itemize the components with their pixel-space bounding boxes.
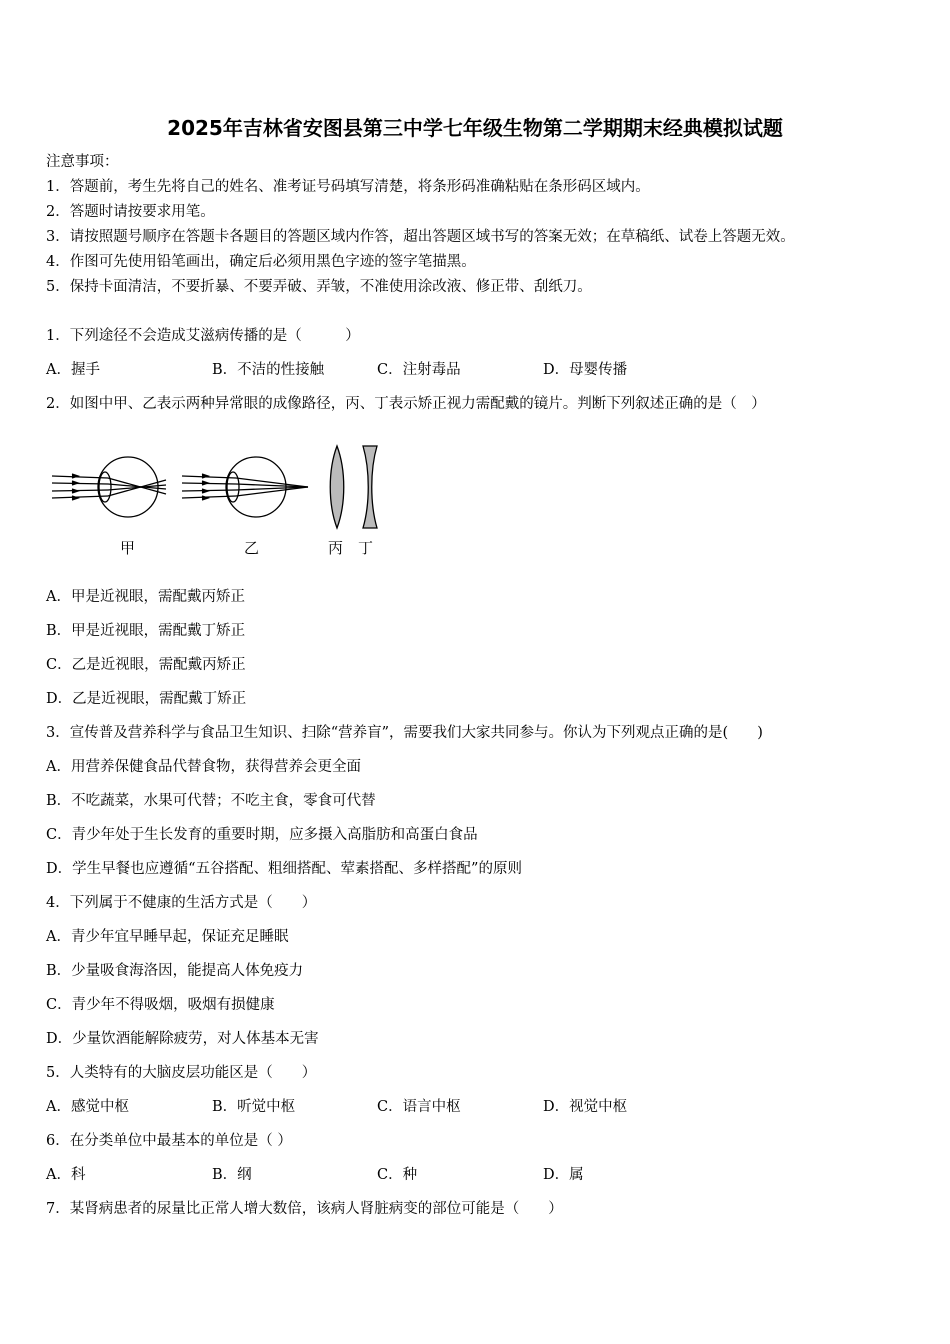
option: D．母婴传播: [543, 362, 628, 378]
option: C．语言中枢: [377, 1099, 461, 1115]
option: C．青少年不得吸烟，吸烟有损健康: [46, 997, 275, 1013]
notice-item: 2．答题时请按要求用笔。: [46, 204, 215, 220]
question-stem: 5．人类特有的大脑皮层功能区是（ ）: [46, 1065, 317, 1081]
figure-label: 丁: [358, 539, 374, 557]
option: C．种: [377, 1167, 418, 1183]
question-stem: 6．在分类单位中最基本的单位是（ ）: [46, 1133, 292, 1149]
notice-item: 1．答题前，考生先将自己的姓名、准考证号码填写清楚，将条形码准确粘贴在条形码区域内。: [46, 179, 650, 195]
option: D．属: [543, 1167, 584, 1183]
eye-yi-icon: [182, 457, 308, 517]
option: A．用营养保健食品代替食物，获得营养会更全面: [46, 759, 361, 775]
figure-label: 乙: [244, 539, 260, 557]
option: C．注射毒品: [377, 362, 461, 378]
notice-item: 4．作图可先使用铅笔画出，确定后必须用黑色字迹的签字笔描黑。: [46, 254, 476, 270]
eye-lens-figure: [46, 440, 391, 560]
option: B．甲是近视眼，需配戴丁矫正: [46, 623, 246, 639]
question-stem: 2．如图中甲、乙表示两种异常眼的成像路径，丙、丁表示矫正视力需配戴的镜片。判断下列叙述正确的是（ ）: [46, 396, 766, 412]
option: A．握手: [46, 362, 100, 378]
notice-heading: 注意事项：: [46, 154, 119, 170]
option: B．不吃蔬菜，水果可代替；不吃主食，零食可代替: [46, 793, 376, 809]
option: A．科: [46, 1167, 86, 1183]
convex-lens-icon: [330, 446, 344, 528]
option: D．视觉中枢: [543, 1099, 628, 1115]
option: C．乙是近视眼，需配戴丙矫正: [46, 657, 246, 673]
option: A．感觉中枢: [46, 1099, 129, 1115]
option: B．听觉中枢: [212, 1099, 296, 1115]
option: C．青少年处于生长发育的重要时期，应多摄入高脂肪和高蛋白食品: [46, 827, 478, 843]
question-stem: 7．某肾病患者的尿量比正常人增大数倍，该病人肾脏病变的部位可能是（ ）: [46, 1201, 563, 1217]
option: A．青少年宜早睡早起，保证充足睡眠: [46, 929, 289, 945]
option: D．学生早餐也应遵循“五谷搭配、粗细搭配、荤素搭配、多样搭配”的原则: [46, 861, 522, 877]
option: A．甲是近视眼，需配戴丙矫正: [46, 589, 245, 605]
option: B．纲: [212, 1167, 252, 1183]
figure-label: 甲: [120, 539, 136, 557]
eye-lens-diagram: [46, 440, 391, 560]
option: D．乙是近视眼，需配戴丁矫正: [46, 691, 247, 707]
page-title: 2025年吉林省安图县第三中学七年级生物第二学期期末经典模拟试题: [167, 116, 783, 140]
question-stem: 4．下列属于不健康的生活方式是（ ）: [46, 895, 317, 911]
concave-lens-icon: [363, 446, 377, 528]
eye-jia-icon: [52, 457, 166, 517]
option: B．少量吸食海洛因，能提高人体免疫力: [46, 963, 304, 979]
notice-item: 5．保持卡面清洁，不要折暴、不要弄破、弄皱，不准使用涂改液、修正带、刮纸刀。: [46, 279, 592, 295]
question-stem: 1．下列途径不会造成艾滋病传播的是（ ）: [46, 328, 360, 344]
option: D．少量饮酒能解除疲劳，对人体基本无害: [46, 1031, 319, 1047]
notice-item: 3．请按照题号顺序在答题卡各题目的答题区域内作答，超出答题区域书写的答案无效；在草稿纸、试卷上答题无效。: [46, 229, 795, 245]
option: B．不洁的性接触: [212, 362, 325, 378]
question-stem: 3．宣传普及营养科学与食品卫生知识、扫除“营养盲”，需要我们大家共同参与。你认为下列观点正确的是( ): [46, 725, 763, 741]
figure-label: 丙: [328, 539, 344, 557]
